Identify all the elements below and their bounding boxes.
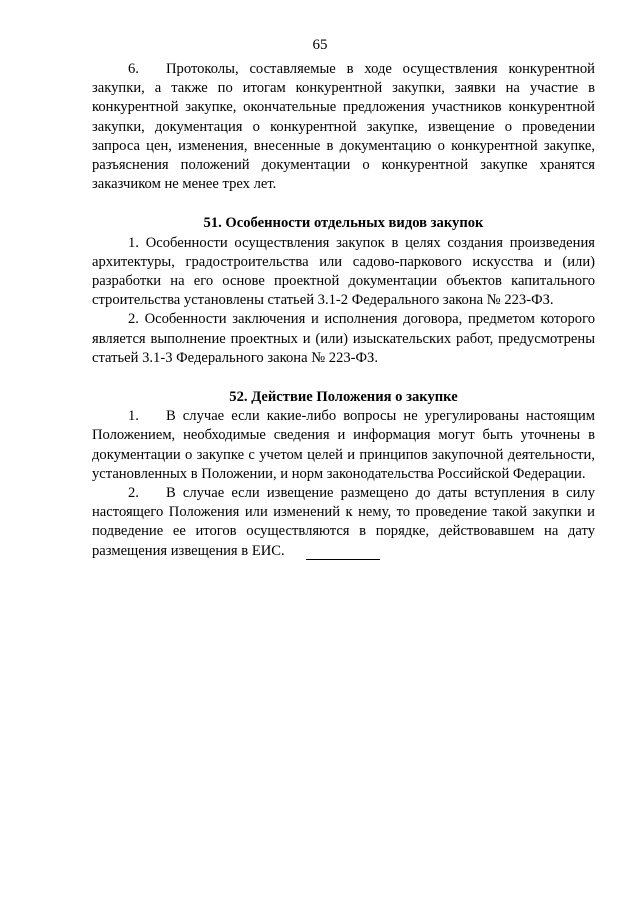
item-number: 2. bbox=[128, 485, 139, 502]
section-52-heading: 52. Действие Положения о закупке bbox=[229, 389, 458, 406]
end-divider-line bbox=[306, 559, 380, 560]
section-51-heading: 51. Особенности отдельных видов закупок bbox=[203, 215, 484, 232]
item-text: В случае если какие-либо вопросы не урегулированы настоящим Положением, необходимые сведения и информация могут быть уточнены в документации о закупке с учетом целей и принципов закупочной деятельности, установленных в Положении, и норм законодательства Российской Федерации. bbox=[92, 408, 595, 482]
paragraph-item-6 bbox=[92, 60, 595, 194]
page-content bbox=[92, 60, 595, 561]
item-text: В случае если извещение размещено до даты вступления в силу настоящего Положения или изменений к нему, то проведение такой закупки и подведение ее итогов осуществляются в порядке, действовавшем на дату размещения извещения в ЕИС. bbox=[92, 485, 595, 559]
spacer bbox=[92, 194, 595, 214]
section-52-paragraph-1 bbox=[92, 407, 595, 484]
section-51-paragraph-1: 1. Особенности осуществления закупок в целях создания произведения архитектуры, градостроительства или садово-паркового искусства и (или) разработки на его основе проектной документации объектов капитального строительства установлены статьей 3.1-2 Федерального закона № 223-ФЗ. bbox=[92, 234, 595, 309]
section-51-paragraph-2: 2. Особенности заключения и исполнения договора, предметом которого является выполнение проектных и (или) изыскательских работ, предусмотрены статьей 3.1-3 Федерального закона № 223-ФЗ. bbox=[92, 311, 595, 366]
item-text: Протоколы, составляемые в ходе осуществления конкурентной закупки, а также по итогам конкурентной закупки, заявки на участие в конкурентной закупке, окончательные предложения участников конкурентной закупки, документация о конкурентной закупке, извещение о проведении запроса цен, изменения, внесенные в документацию о конкурентной закупке, разъяснения положений документации о конкурентной закупке хранятся заказчиком не менее трех лет. bbox=[92, 61, 595, 193]
section-52-paragraph-2 bbox=[92, 484, 595, 561]
item-number: 1. bbox=[128, 408, 139, 425]
spacer bbox=[92, 368, 595, 388]
page-number: 65 bbox=[312, 37, 328, 53]
item-number: 6. bbox=[128, 61, 139, 77]
